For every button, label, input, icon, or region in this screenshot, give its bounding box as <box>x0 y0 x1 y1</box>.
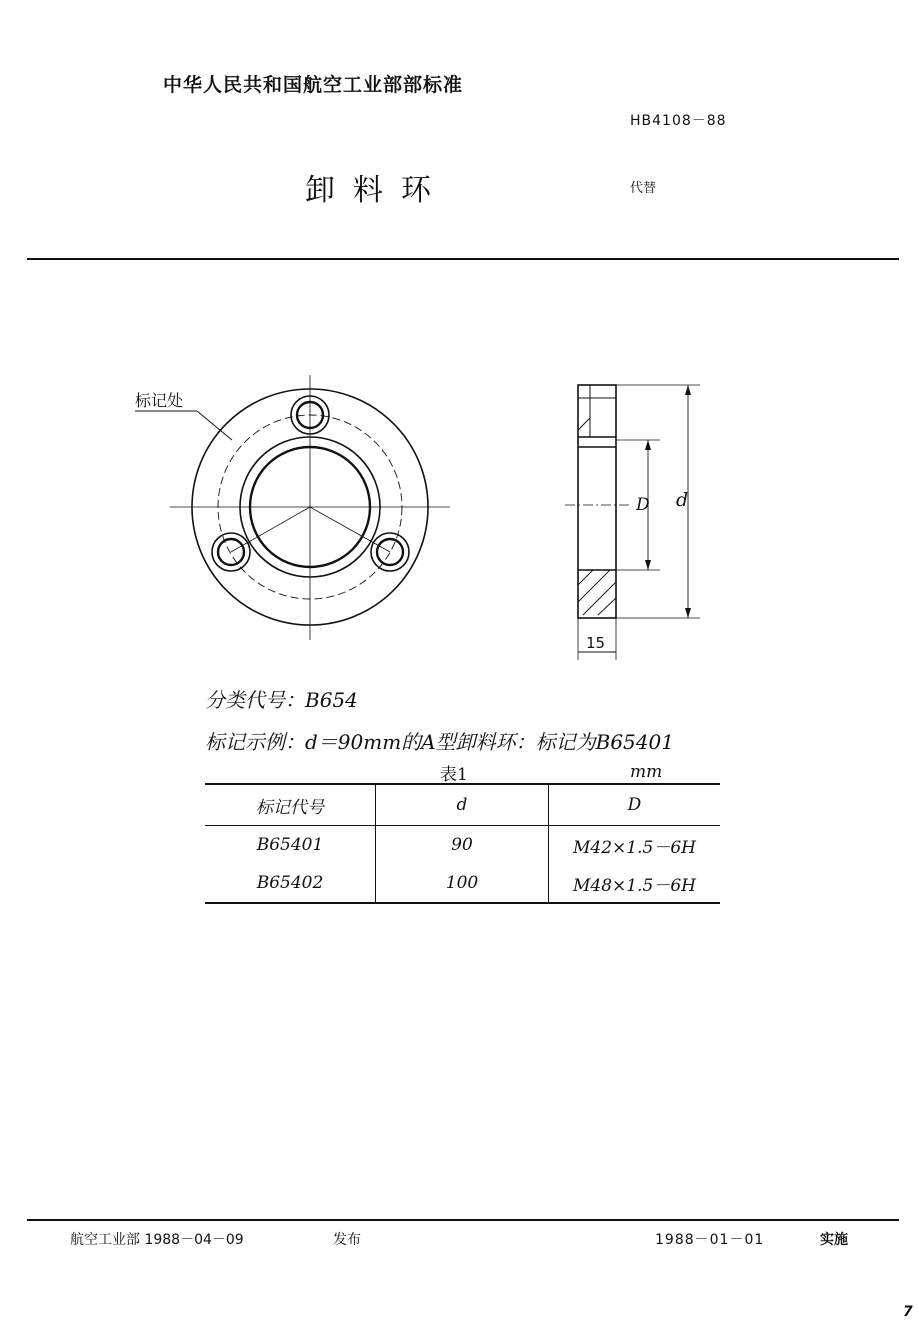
table-row <box>205 864 720 903</box>
dim-d-label: d <box>676 489 689 511</box>
standard-number: HB4108－88 <box>630 113 727 129</box>
mark-location-label: 标记处 <box>135 391 184 410</box>
col-header-D: D <box>549 784 721 826</box>
cell-D: M42×1.5－6H <box>549 826 721 865</box>
classification-code: 分类代号：B654 <box>205 688 358 712</box>
cell-code: B65401 <box>256 835 324 855</box>
col-header-code: 标记代号 <box>205 784 376 826</box>
footer-rule <box>27 1219 899 1221</box>
col-header-d: d <box>376 784 549 826</box>
implemented-label: 实施 <box>820 1232 848 1248</box>
effective-date: 1988－01－01 <box>655 1232 765 1248</box>
replaces-label: 代替 <box>630 181 657 196</box>
table-unit: mm <box>630 762 663 782</box>
issuer-date: 航空工业部 1988－04－09 <box>70 1232 244 1248</box>
cell-D: M48×1.5－6H <box>549 864 721 903</box>
table-row <box>205 826 720 865</box>
table-caption: 表1 <box>440 765 468 785</box>
marking-example: 标记示例：d＝90mm的A型卸料环：标记为B65401 <box>205 730 674 754</box>
dim-D-label: D <box>636 495 650 515</box>
standard-organization: 中华人民共和国航空工业部部标准 <box>163 74 464 96</box>
dim-15-label: 15 <box>586 634 606 652</box>
part-drawing <box>0 370 919 670</box>
document-title: 卸料环 <box>305 173 449 208</box>
dimension-table <box>205 783 720 904</box>
center-lines <box>170 375 450 640</box>
cell-code: B65402 <box>256 873 324 893</box>
header-rule <box>27 258 899 260</box>
cell-d: 90 <box>376 826 549 865</box>
page-number: 7 <box>903 1304 913 1320</box>
cell-d: 100 <box>376 864 549 903</box>
published-label: 发布 <box>333 1232 361 1248</box>
